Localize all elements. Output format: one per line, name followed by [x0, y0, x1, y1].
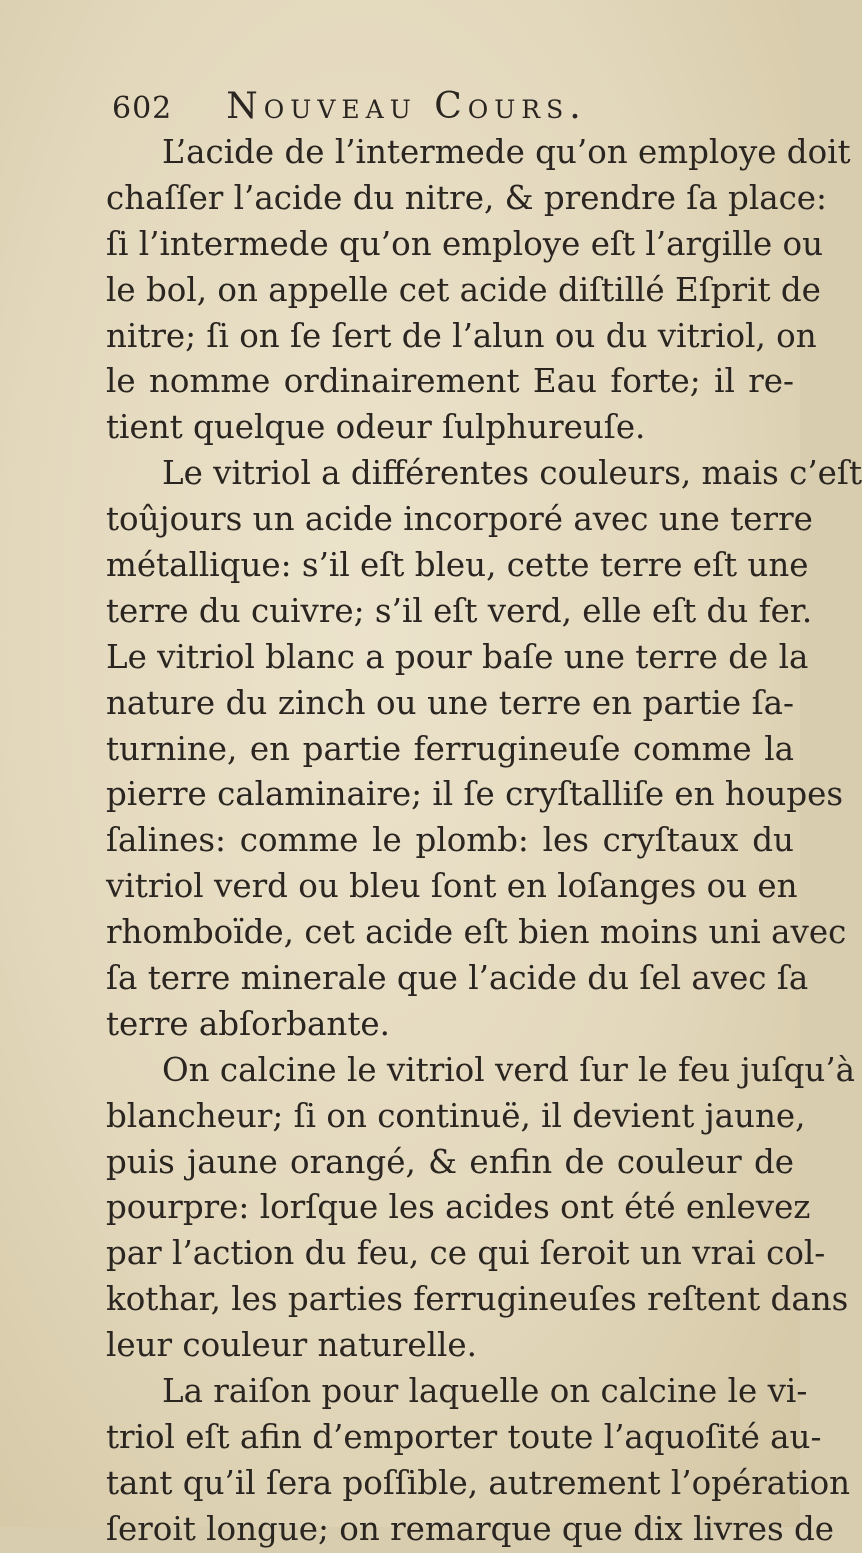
text-line: chaſſer l’acide du nitre, & prendre ſa place:: [106, 178, 827, 217]
text-line: le nomme ordinairement Eau forte; il re-: [106, 362, 794, 401]
text-line: terre abſorbante.: [106, 1004, 390, 1043]
text-line: terre du cuivre; s’il eſt verd, elle eſt du fer.: [106, 591, 813, 630]
text-line: le bol, on appelle cet acide diſtillé Eſprit de: [106, 270, 821, 309]
running-title: Nouveau Cours.: [226, 86, 587, 127]
text-line: ſa terre minerale que l’acide du ſel avec ſa: [106, 959, 809, 998]
text-line: rhomboïde, cet acide eſt bien moins uni avec: [106, 913, 847, 952]
text-line: kothar, les parties ferrugineuſes reſtent dans: [106, 1280, 849, 1319]
text-line: ſi l’intermede qu’on employe eſt l’argille ou: [106, 224, 824, 263]
text-line: leur couleur naturelle.: [106, 1326, 477, 1365]
text-line: L’acide de l’intermede qu’on employe doit: [162, 133, 851, 171]
text-line: triol eſt afin d’emporter toute l’aquoſité au-: [106, 1417, 822, 1456]
text-line: Le vitriol blanc a pour baſe une terre de la: [106, 637, 809, 676]
text-line: nitre; ſi on ſe ſert de l’alun ou du vitriol, on: [106, 316, 817, 355]
text-line: par l’action du feu, ce qui ſeroit un vrai col-: [106, 1234, 826, 1273]
page-number: 602: [112, 91, 173, 126]
text-line: ſalines: comme le plomb: les cryſtaux du: [106, 821, 794, 860]
body-text: [106, 130, 862, 1553]
text-line: blancheur; ſi on continuë, il devient jaune,: [106, 1096, 806, 1135]
text-line: On calcine le vitriol verd ſur le feu juſqu’à: [162, 1050, 856, 1089]
text-line: toûjours un acide incorporé avec une terre: [106, 500, 813, 539]
text-line: tient quelque odeur ſulphureuſe.: [106, 408, 646, 447]
text-line: pourpre: lorſque les acides ont été enlevez: [106, 1188, 811, 1227]
text-line: puis jaune orangé, & enfin de couleur de: [106, 1142, 794, 1181]
text-line: ſeroit longue; on remarque que dix livres de: [106, 1509, 835, 1548]
text-line: nature du zinch ou une terre en partie ſa-: [106, 683, 794, 722]
text-line: métallique: s’il eſt bleu, cette terre eſt une: [106, 546, 809, 585]
text-line: vitriol verd ou bleu ſont en loſanges ou en: [106, 867, 798, 906]
page-header: [112, 86, 672, 130]
text-line: pierre calaminaire; il ſe cryſtalliſe en houpes: [106, 775, 844, 814]
text-line: La raiſon pour laquelle on calcine le vi-: [162, 1372, 808, 1411]
text-line: tant qu’il ſera poſſible, autrement l’opération: [106, 1463, 851, 1502]
text-line: turnine, en partie ferrugineuſe comme la: [106, 729, 794, 768]
text-line: Le vitriol a différentes couleurs, mais c’eſt: [162, 454, 862, 493]
